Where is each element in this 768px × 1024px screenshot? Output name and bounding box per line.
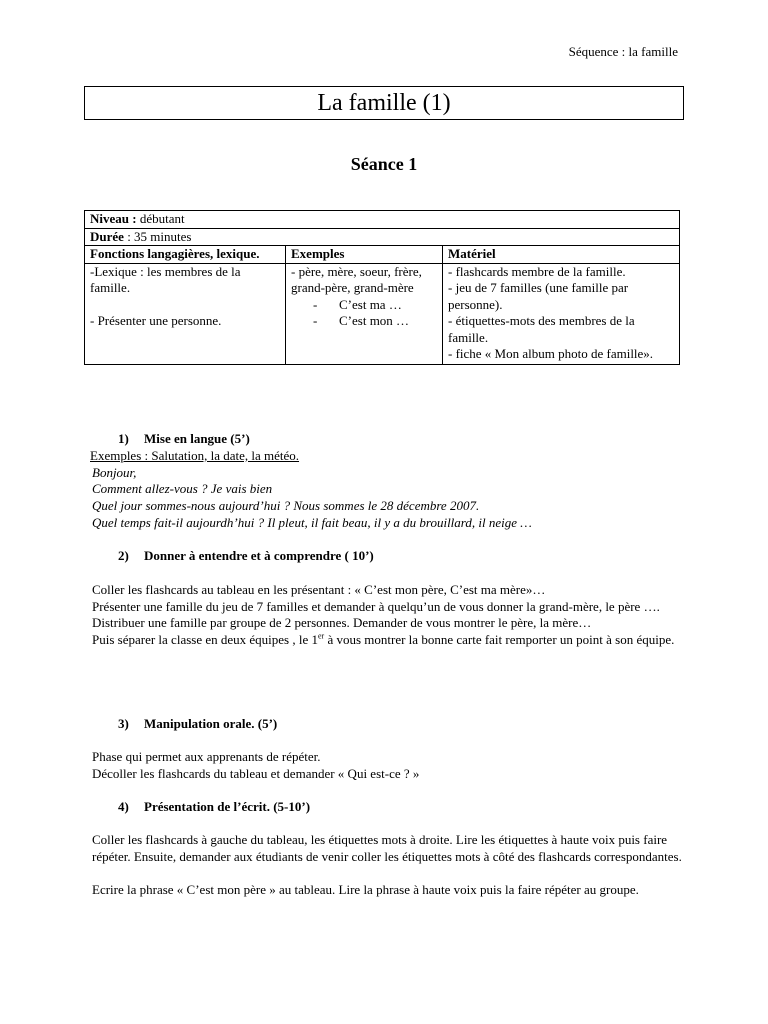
section-2 bbox=[92, 548, 682, 649]
section-1-line: Comment allez-vous ? Je vais bien bbox=[92, 481, 273, 497]
col3-content bbox=[443, 263, 680, 364]
table-row-duree bbox=[85, 228, 680, 246]
section-4-p1: Coller les flashcards à gauche du tableau, les étiquettes mots à droite. Lire les étiquettes à haute voix puis faire répéter. Ensuite, demander aux étudiants de venir coller les étiquettes mots à côté des flashcards correspondantes. bbox=[92, 831, 682, 864]
section-3-heading: 3) Manipulation orale. (5’) bbox=[118, 716, 278, 731]
col1-header: Fonctions langagières, lexique. bbox=[85, 246, 286, 264]
col3-line: - étiquettes-mots des membres de la famille. bbox=[448, 313, 635, 345]
niveau-value: débutant bbox=[136, 211, 185, 226]
section-3-p2: Décoller les flashcards du tableau et demander « Qui est-ce ? » bbox=[92, 765, 420, 781]
col2-header: Exemples bbox=[286, 246, 443, 264]
section-2-heading: 2) Donner à entendre et à comprendre ( 10’) bbox=[118, 548, 374, 563]
col2-content bbox=[286, 263, 443, 364]
col3-header: Matériel bbox=[443, 246, 680, 264]
section-1 bbox=[92, 431, 682, 532]
col1-content bbox=[85, 263, 286, 364]
section-3-p1: Phase qui permet aux apprenants de répéter. bbox=[92, 748, 321, 764]
document-title: La famille (1) bbox=[317, 89, 451, 116]
section-3 bbox=[92, 716, 682, 782]
section-4-heading: 4) Présentation de l’écrit. (5-10’) bbox=[118, 799, 311, 814]
col1-line1: -Lexique : les membres de la famille. bbox=[90, 263, 241, 295]
col3-line: - flashcards membre de la famille. bbox=[448, 263, 626, 279]
list-item: - C’est ma … bbox=[291, 297, 437, 314]
section-2-p1: Coller les flashcards au tableau en les présentant : « C’est mon père, C’est ma mère»… bbox=[92, 581, 546, 597]
document-title-box bbox=[84, 86, 684, 120]
niveau-cell bbox=[85, 211, 680, 229]
section-1-heading: 1) Mise en langue (5’) bbox=[118, 431, 250, 446]
section-1-examples: Exemples : Salutation, la date, la météo. bbox=[90, 447, 300, 463]
table-row-niveau bbox=[85, 211, 680, 229]
table-header-row bbox=[85, 246, 680, 264]
list-item: - C’est mon … bbox=[291, 313, 437, 330]
col2-intro: - père, mère, soeur, frère, grand-père, grand-mère bbox=[291, 263, 422, 295]
niveau-label: Niveau : bbox=[90, 211, 137, 226]
section-1-line: Quel temps fait-il aujourdh’hui ? Il pleut, il fait beau, il y a du brouillard, il neige … bbox=[92, 514, 532, 530]
col1-line2: - Présenter une personne. bbox=[90, 312, 222, 328]
col3-line: - fiche « Mon album photo de famille». bbox=[448, 346, 654, 361]
col3-line: - jeu de 7 familles (une famille par personne). bbox=[448, 280, 629, 312]
section-2-p3: Distribuer une famille par groupe de 2 personnes. Demander de vous montrer le père, la mère… bbox=[92, 615, 592, 631]
section-1-line: Bonjour, bbox=[92, 464, 137, 480]
duree-value: : 35 minutes bbox=[123, 228, 192, 244]
section-1-line: Quel jour sommes-nous aujourd’hui ? Nous sommes le 28 décembre 2007. bbox=[92, 498, 480, 514]
col2-list bbox=[291, 297, 437, 330]
duree-label: Durée bbox=[90, 228, 124, 244]
section-4 bbox=[92, 799, 682, 899]
running-header: Séquence : la famille bbox=[568, 44, 678, 59]
lesson-info-table bbox=[84, 210, 680, 365]
duree-cell bbox=[85, 228, 680, 246]
section-2-p4: Puis séparer la classe en deux équipes , le 1er à vous montrer la bonne carte fait remporter un point à son équipe. bbox=[92, 631, 675, 648]
table-content-row bbox=[85, 263, 680, 364]
section-2-p2: Présenter une famille du jeu de 7 familles et demander à quelqu’un de vous donner la grand-mère, le père …. bbox=[92, 598, 660, 614]
session-heading: Séance 1 bbox=[350, 154, 418, 174]
section-4-p2: Ecrire la phrase « C’est mon père » au tableau. Lire la phrase à haute voix puis la faire répéter au groupe. bbox=[92, 882, 639, 898]
